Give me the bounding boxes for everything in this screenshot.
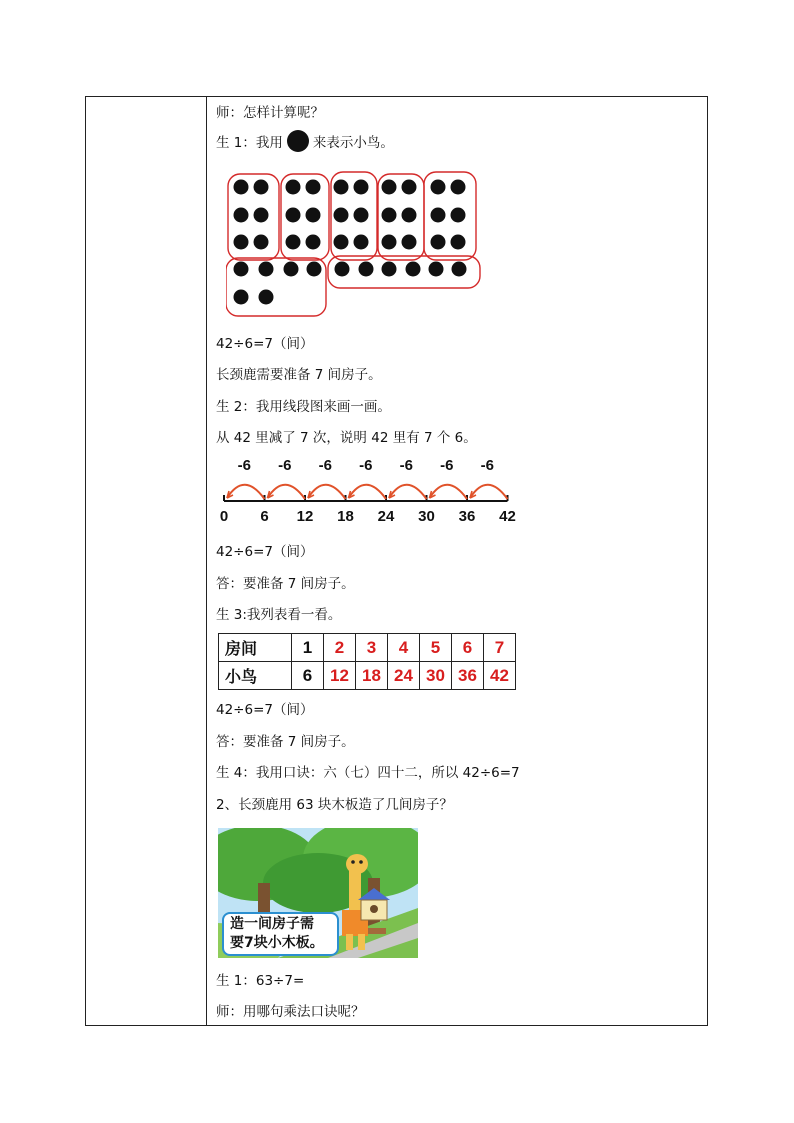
student1-statement [216,134,394,152]
bird-dot [254,235,269,250]
bird-dot [334,180,349,195]
step-label: -6 [359,457,373,474]
bird-dot [431,180,446,195]
rooms-cell: 6 [452,634,484,662]
bird-dot [402,208,417,223]
bird-dot [286,180,301,195]
step-label: -6 [318,457,332,474]
bubble-line-1: 造一间房子需 [230,916,314,932]
bird-dot [402,180,417,195]
rooms-cell: 1 [292,634,324,662]
bubble-line-2: 要7块小木板。 [230,935,324,951]
question-2: 2、长颈鹿用 63 块木板造了几间房子？ [216,797,453,813]
birds-cell: 36 [452,662,484,690]
bird-dot [335,262,350,277]
rooms-header: 房间 [219,634,292,662]
bird-dot [286,235,301,250]
step-label: -6 [440,457,454,474]
bird-dot [382,235,397,250]
step-label: -6 [278,457,292,474]
tick-label: 12 [296,508,314,525]
birds-header: 小鸟 [219,662,292,690]
bird-dot [254,180,269,195]
step-label: -6 [480,457,494,474]
birds-cell: 24 [388,662,420,690]
student3-intro: 生 3:我列表看一看。 [216,607,342,623]
teacher-question-1: 师：怎样计算呢？ [216,105,324,121]
rooms-birds-table [218,633,516,690]
jump-arc [470,485,508,499]
student2-intro: 生 2：我用线段图来画一画。 [216,399,391,415]
jump-arc [227,485,265,499]
rooms-cell: 5 [420,634,452,662]
bird-dot [334,235,349,250]
birds-cell: 30 [420,662,452,690]
table-row-birds [219,662,516,690]
rooms-cell: 2 [324,634,356,662]
bird-dot [234,208,249,223]
bird-dot [431,208,446,223]
bird-dot [259,290,274,305]
equation-3: 42÷6=7（间） [216,702,314,718]
dot-grouping-figure [226,166,486,318]
student2-explanation: 从 42 里减了 7 次，说明 42 里有 7 个 6。 [216,430,477,446]
answer-2: 答：要准备 7 间房子。 [216,576,355,592]
bird-dot [284,262,299,277]
student1-question2: 生 1：63÷7= [216,973,305,989]
bird-dot [382,180,397,195]
bird-dot [254,208,269,223]
number-line-figure [214,453,518,531]
bird-dot [306,208,321,223]
bird-dot [451,235,466,250]
table-row-rooms [219,634,516,662]
student1-prefix: 生 1：我用 [216,135,283,151]
step-label: -6 [399,457,413,474]
tick-label: 42 [499,508,516,525]
bird-dot [234,262,249,277]
answer-3: 答：要准备 7 间房子。 [216,734,355,750]
bird-dot [306,180,321,195]
jump-arc [308,485,346,499]
bird-dot [402,235,417,250]
teacher-question-2: 师：用哪句乘法口诀呢？ [216,1004,365,1020]
jump-arc [389,485,427,499]
birds-cell: 6 [292,662,324,690]
bird-dot [382,208,397,223]
speech-bubble [222,912,339,956]
jump-arc [430,485,468,499]
bird-dot [431,235,446,250]
equation-1: 42÷6=7（间） [216,336,314,352]
birds-cell: 42 [484,662,516,690]
tick-label: 30 [418,508,435,525]
student4-statement: 生 4：我用口诀：六（七）四十二，所以 42÷6=7 [216,765,520,781]
bird-dot [259,262,274,277]
bird-dot [451,208,466,223]
tick-label: 0 [219,508,229,525]
student1-suffix: 来表示小鸟。 [312,135,394,151]
jump-arc [349,485,387,499]
bird-dot [451,180,466,195]
bird-dot [452,262,467,277]
bird-dot [234,290,249,305]
birds-cell: 18 [356,662,388,690]
bird-dot [359,262,374,277]
dot-symbol-icon [287,130,309,152]
bird-dot [306,235,321,250]
bird-dot [307,262,322,277]
tick-label: 36 [458,508,476,525]
rooms-cell: 7 [484,634,516,662]
tick-label: 6 [260,508,269,525]
bird-dot [286,208,301,223]
tick-label: 24 [377,508,395,525]
bird-dot [354,235,369,250]
bird-dot [382,262,397,277]
rooms-cell: 4 [388,634,420,662]
tick-label: 18 [337,508,354,525]
bird-dot [429,262,444,277]
bird-dot [354,208,369,223]
bird-dot [406,262,421,277]
student1-answer: 长颈鹿需要准备 7 间房子。 [216,367,382,383]
rooms-cell: 3 [356,634,388,662]
bird-dot [234,180,249,195]
jump-arc [268,485,306,499]
equation-2: 42÷6=7（间） [216,544,314,560]
step-label: -6 [237,457,251,474]
birds-cell: 12 [324,662,356,690]
bird-dot [334,208,349,223]
column-divider [206,96,207,1026]
bird-dot [354,180,369,195]
bird-dot [234,235,249,250]
